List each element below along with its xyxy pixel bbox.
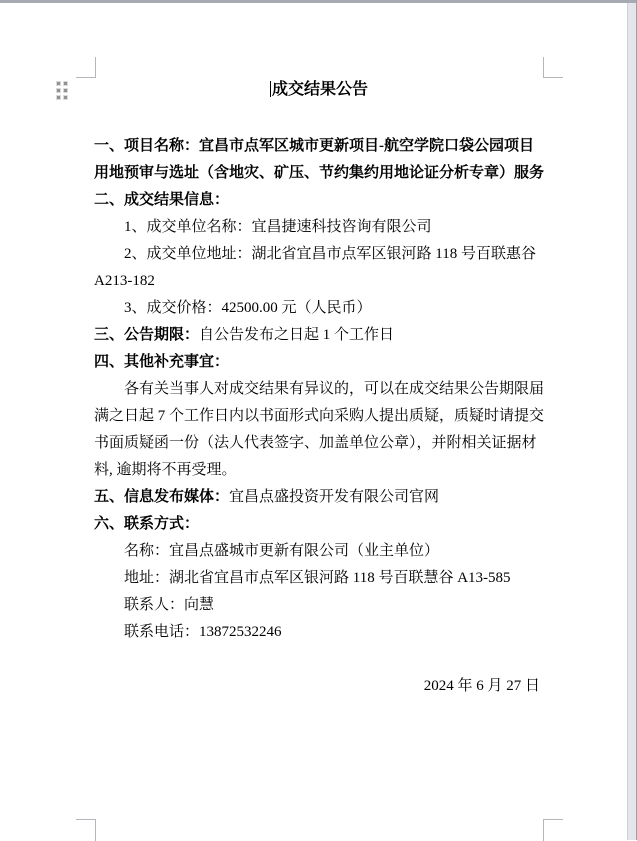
doc-line — [94, 376, 544, 403]
margin-mark-bottom-right — [543, 819, 563, 841]
margin-mark-top-right — [543, 57, 563, 78]
doc-line — [94, 403, 544, 430]
doc-line — [94, 349, 544, 376]
doc-line-text: 料, 逾期将不再受理。 — [94, 462, 237, 478]
doc-line-text: 宜昌点盛投资开发有限公司官网 — [229, 489, 440, 505]
doc-line — [94, 430, 544, 457]
doc-line-heading: 四、其他补充事宜： — [94, 354, 230, 370]
margin-mark-bottom-left — [76, 819, 96, 841]
doc-line-text: 联系电话：13872532246 — [124, 624, 282, 640]
doc-line — [94, 511, 544, 538]
doc-line-heading: 一、项目名称：宜昌市点军区城市更新项目-航空学院口袋公园项目 — [94, 138, 534, 154]
document-date: 2024 年 6 月 27 日 — [423, 678, 540, 694]
doc-line — [94, 565, 544, 592]
doc-line — [94, 160, 544, 187]
text-cursor — [270, 81, 271, 97]
window-top-border — [0, 0, 637, 3]
doc-line-text: 2、成交单位地址：湖北省宜昌市点军区银河路 118 号百联惠谷 — [124, 246, 536, 262]
doc-line — [94, 538, 544, 565]
doc-line — [94, 133, 544, 160]
doc-line-text: 满之日起 7 个工作日内以书面形式向采购人提出质疑，质疑时请提交 — [94, 408, 545, 424]
document-title-text: 成交结果公告 — [271, 81, 368, 98]
drag-handle-icon[interactable] — [57, 82, 67, 99]
doc-line — [94, 187, 544, 214]
doc-line — [94, 484, 544, 511]
doc-line — [94, 619, 544, 646]
doc-line-text: 地址：湖北省宜昌市点军区银河路 118 号百联慧谷 A13-585 — [124, 570, 511, 586]
doc-line-text: 1、成交单位名称：宜昌捷速科技咨询有限公司 — [124, 219, 432, 235]
doc-line — [94, 322, 544, 349]
document-body[interactable] — [94, 133, 544, 700]
doc-line-text: 联系人：向慧 — [124, 597, 215, 613]
doc-line-text: 书面质疑函一份（法人代表签字、加盖单位公章），并附相关证据材 — [94, 435, 537, 451]
doc-line — [94, 214, 544, 241]
doc-line-text: A213-182 — [94, 273, 155, 289]
doc-line — [94, 268, 544, 295]
document-lines — [94, 133, 544, 646]
doc-line-text: 3、成交价格：42500.00 元（人民币） — [124, 300, 372, 316]
doc-line-text: 名称：宜昌点盛城市更新有限公司（业主单位） — [124, 543, 440, 559]
doc-line-heading: 五、信息发布媒体： — [94, 489, 230, 505]
doc-line — [94, 241, 544, 268]
doc-line-heading: 三、公告期限： — [94, 327, 200, 343]
doc-line-text: 各有关当事人对成交结果有异议的，可以在成交结果公告期限届 — [124, 381, 545, 397]
doc-line — [94, 592, 544, 619]
document-title[interactable] — [94, 80, 544, 100]
doc-line-heading: 二、成交结果信息： — [94, 192, 230, 208]
doc-line-text: 自公告发布之日起 1 个工作日 — [199, 327, 395, 343]
doc-line-heading: 六、联系方式： — [94, 516, 200, 532]
doc-line-heading: 用地预审与选址（含地灾、矿压、节约集约用地论证分析专章）服务 — [94, 165, 545, 181]
doc-line — [94, 457, 544, 484]
margin-mark-top-left — [76, 57, 96, 78]
doc-line — [94, 295, 544, 322]
vertical-scrollbar[interactable] — [627, 3, 636, 840]
